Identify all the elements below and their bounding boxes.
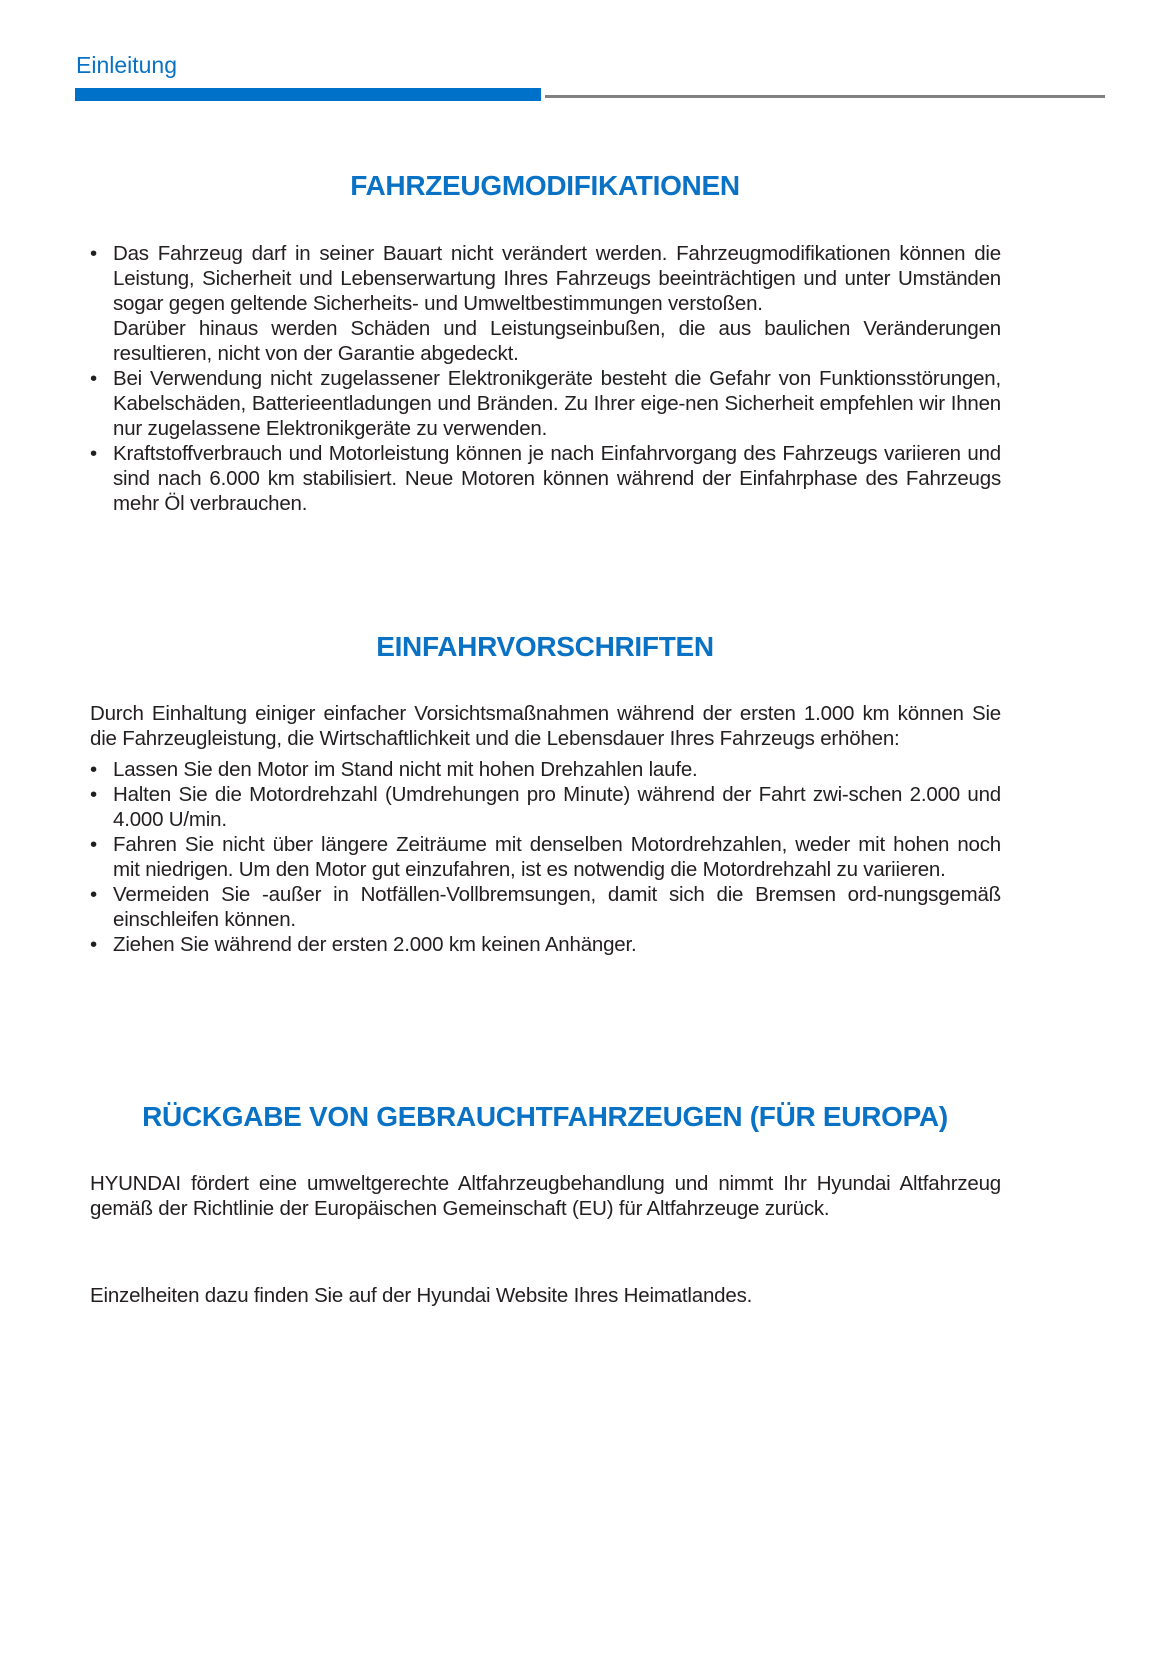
list-item [90, 882, 1001, 932]
modifications-list [90, 241, 1001, 516]
paragraph: Einzelheiten dazu finden Sie auf der Hyundai Website Ihres Heimatlandes. [90, 1284, 753, 1307]
list-item-text: Ziehen Sie während der ersten 2.000 km keinen Anhänger. [113, 933, 637, 956]
heading-rueckgabe: RÜCKGABE VON GEBRAUCHTFAHRZEUGEN (FÜR EUROPA) [142, 1101, 948, 1132]
bullet: • [90, 242, 97, 265]
heading-einfahrvorschriften: EINFAHRVORSCHRIFTEN [376, 631, 714, 662]
header-rule [545, 95, 1105, 98]
bullet: • [90, 933, 97, 956]
break-in-section [90, 701, 1001, 957]
list-item [90, 782, 1001, 832]
return-section-note [90, 1283, 1001, 1308]
list-item-text: Bei Verwendung nicht zugelassener Elektronikgeräte besteht die Gefahr von Funktionsstörungen, Kabelschäden, Batterieentladungen und Bränden. Zu Ihrer eige-nen Sicherheit empfehlen wir Ihnen nur zugelassene Elektronikgeräte zu verwenden. [113, 367, 1001, 440]
list-item-text: Vermeiden Sie -außer in Notfällen-Vollbremsungen, damit sich die Bremsen ord-nungsgemäß einschleifen können. [113, 883, 1001, 931]
list-item [90, 932, 1001, 957]
bullet: • [90, 442, 97, 465]
intro-paragraph: Durch Einhaltung einiger einfacher Vorsichtsmaßnahmen während der ersten 1.000 km können Sie die Fahrzeugleistung, die Wirtschaftlichkeit und die Lebensdauer Ihres Fahrzeugs erhöhen: [90, 702, 1001, 750]
section-header: Einleitung [76, 52, 178, 78]
bullet: • [90, 883, 97, 906]
list-item [90, 832, 1001, 882]
list-item [90, 241, 1001, 316]
list-item-text: Halten Sie die Motordrehzahl (Umdrehungen pro Minute) während der Fahrt zwi-schen 2.000 und 4.000 U/min. [113, 783, 1001, 831]
bullet: • [90, 833, 97, 856]
list-item-text: Lassen Sie den Motor im Stand nicht mit hohen Drehzahlen laufe. [113, 758, 698, 781]
paragraph: HYUNDAI fördert eine umweltgerechte Altfahrzeugbehandlung und nimmt Ihr Hyundai Altfahrzeug gemäß der Richtlinie der Europäischen Gemeinschaft (EU) für Altfahrzeuge zurück. [90, 1172, 1001, 1220]
list-item [90, 757, 1001, 782]
list-item [90, 441, 1001, 516]
return-section [90, 1171, 1001, 1221]
bullet: • [90, 758, 97, 781]
bullet: • [90, 367, 97, 390]
list-item-text: Kraftstoffverbrauch und Motorleistung können je nach Einfahrvorgang des Fahrzeugs variieren und sind nach 6.000 km stabilisiert. Neue Motoren können während der Einfahrphase des Fahrzeugs mehr Öl verbrauchen. [113, 442, 1001, 515]
header-bar-accent [75, 88, 541, 101]
list-item-text: Fahren Sie nicht über längere Zeiträume mit denselben Motordrehzahlen, weder mit hohen noch mit niedrigen. Um den Motor gut einzufahren, ist es notwendig die Motordrehzahl zu variieren. [113, 833, 1001, 881]
list-item-text: Das Fahrzeug darf in seiner Bauart nicht verändert werden. Fahrzeugmodifikationen können die Leistung, Sicherheit und Lebenserwartung Ihres Fahrzeugs beeinträchtigen und unter Umständen sogar gegen geltende Sicherheits- und Umweltbestimmungen verstoßen. [113, 242, 1001, 315]
bullet: • [90, 783, 97, 806]
heading-fahrzeugmodifikationen: FAHRZEUGMODIFIKATIONEN [350, 170, 740, 201]
list-item-continuation: Darüber hinaus werden Schäden und Leistungseinbußen, die aus baulichen Veränderungen resultieren, nicht von der Garantie abgedeckt. [113, 317, 1001, 365]
list-item [90, 366, 1001, 441]
